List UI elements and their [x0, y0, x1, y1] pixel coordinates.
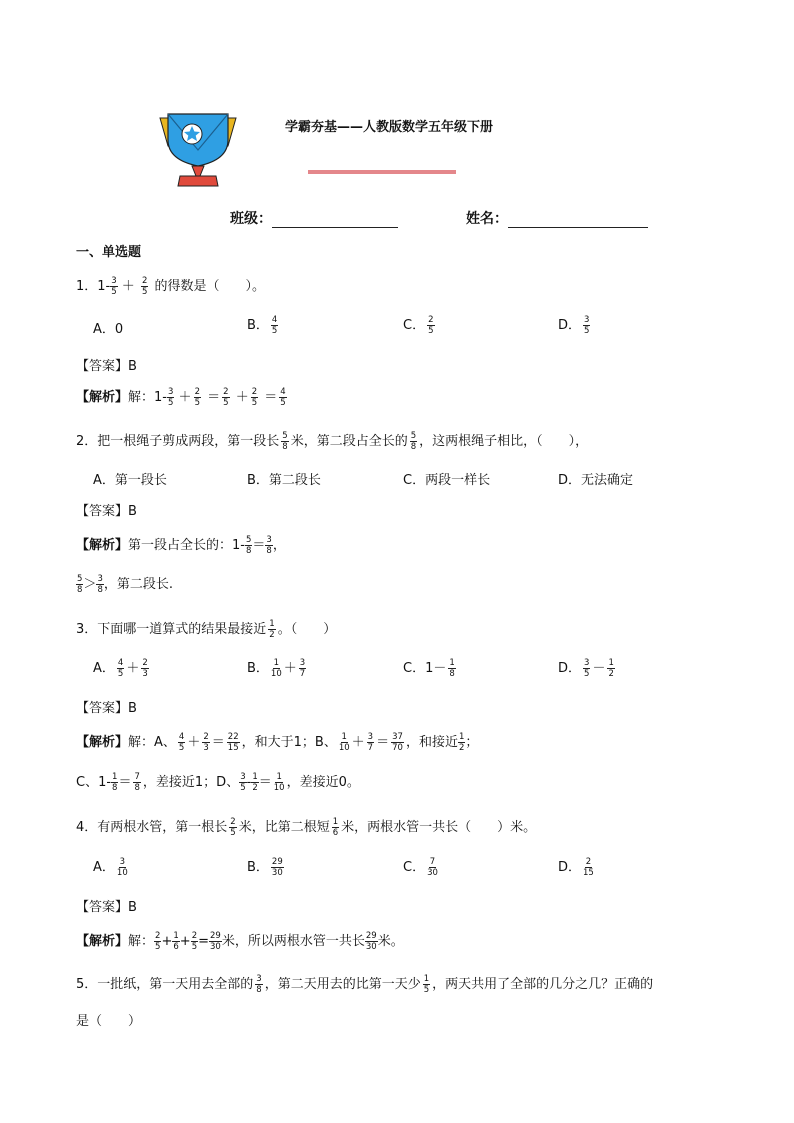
name-input[interactable]	[508, 213, 648, 228]
question-3: 3．下面哪一道算式的结果最接近 $\frac{1}{2}$ 。（ ）	[76, 618, 337, 640]
q2-answer: 【答案】B	[76, 504, 137, 519]
q1-option-c[interactable]: C． $\frac{2}{5}$	[403, 314, 434, 336]
subtitle-redacted	[308, 170, 456, 174]
class-field	[230, 208, 398, 228]
question-5: 5．一批纸，第一天用去全部的 $\frac{3}{8}$ ，第二天用去的比第一天少 $\frac{1}{5}$ ，两天共用了全部的几分之几？正确的	[76, 973, 654, 995]
question-1: 1．1- $\frac{3}{5}$ ＋ $\frac{2}{5}$ 的得数是（ ）。	[76, 275, 266, 297]
q2-analysis-line2: $\frac{5}{8}$ ＞ $\frac{3}{8}$ ，第二段长.	[77, 573, 173, 595]
question-2: 2．把一根绳子剪成两段，第一段长 $\frac{5}{8}$ 米，第二段占全长的 $\frac{5}{8}$ ，这两根绳子相比，（ ），	[76, 430, 589, 452]
trophy-logo	[150, 110, 246, 190]
q2-option-d[interactable]: D．无法确定	[558, 473, 634, 488]
q4-option-d[interactable]: D． $\frac{2}{15}$	[558, 856, 594, 878]
q3-option-d[interactable]: D． $\frac{3}{5}$ － $\frac{1}{2}$	[558, 657, 614, 679]
q1-option-d[interactable]: D． $\frac{3}{5}$	[558, 314, 590, 336]
q3-analysis-line2: C、1- $\frac{1}{8}$ ＝ $\frac{7}{8}$ ，差接近1；D、 $\frac{3}{5}$ - $\frac{1}{2}$ ＝ $\frac{1}{10}$ ，差接近0。	[76, 771, 360, 793]
q1-analysis: 【解析】解：1- $\frac{3}{5}$ ＋ $\frac{2}{5}$ ＝ $\frac{2}{5}$ ＋ $\frac{2}{5}$ ＝ $\frac{4}{5}$	[76, 386, 286, 408]
q2-option-c[interactable]: C．两段一样长	[403, 473, 491, 488]
class-label: 班级：	[230, 211, 272, 227]
q1-answer: 【答案】B	[76, 359, 137, 374]
q1-option-a[interactable]: A．0	[93, 322, 124, 337]
q4-option-b[interactable]: B． $\frac{29}{30}$	[247, 856, 283, 878]
q3-option-b[interactable]: B． $\frac{1}{10}$ ＋ $\frac{3}{7}$	[247, 657, 306, 679]
name-label: 姓名：	[466, 211, 508, 227]
q2-analysis: 【解析】第一段占全长的：1- $\frac{5}{8}$ ＝ $\frac{3}{8}$ ，	[76, 534, 286, 556]
name-field	[466, 208, 648, 228]
class-input[interactable]	[272, 213, 398, 228]
q4-answer: 【答案】B	[76, 900, 137, 915]
q2-option-b[interactable]: B．第二段长	[247, 473, 321, 488]
q4-option-c[interactable]: C． $\frac{7}{30}$	[403, 856, 438, 878]
q3-analysis: 【解析】解：A、 $\frac{4}{5}$ ＋ $\frac{2}{3}$ ＝ $\frac{22}{15}$ ，和大于1；B、 $\frac{1}{10}$ ＋ $\frac{3}{7}$ ＝ $\frac{37}{70}$ ，和接近 $\frac{1}{2}$ ；	[76, 731, 479, 753]
q3-answer: 【答案】B	[76, 701, 137, 716]
document-title: 学霸夯基——人教版数学五年级下册	[285, 120, 494, 135]
q5-stem-line2: 是（ ）	[76, 1014, 142, 1029]
q1-option-b[interactable]: B． $\frac{4}{5}$	[247, 314, 278, 336]
section-heading: 一、单选题	[76, 245, 142, 260]
q4-analysis: 【解析】解： $\frac{2}{5}$ + $\frac{1}{6}$ + $\frac{2}{5}$ = $\frac{29}{30}$ 米，所以两根水管一共长 $\frac{29}{30}$ 米。	[76, 930, 404, 952]
q4-option-a[interactable]: A． $\frac{3}{10}$	[93, 856, 128, 878]
q3-option-a[interactable]: A． $\frac{4}{5}$ ＋ $\frac{2}{3}$	[93, 657, 148, 679]
question-4: 4．有两根水管，第一根长 $\frac{2}{5}$ 米，比第二根短 $\frac{1}{6}$ 米，两根水管一共长（ ）米。	[76, 816, 537, 838]
q3-option-c[interactable]: C．1－ $\frac{1}{8}$	[403, 657, 455, 679]
q2-option-a[interactable]: A．第一段长	[93, 473, 167, 488]
